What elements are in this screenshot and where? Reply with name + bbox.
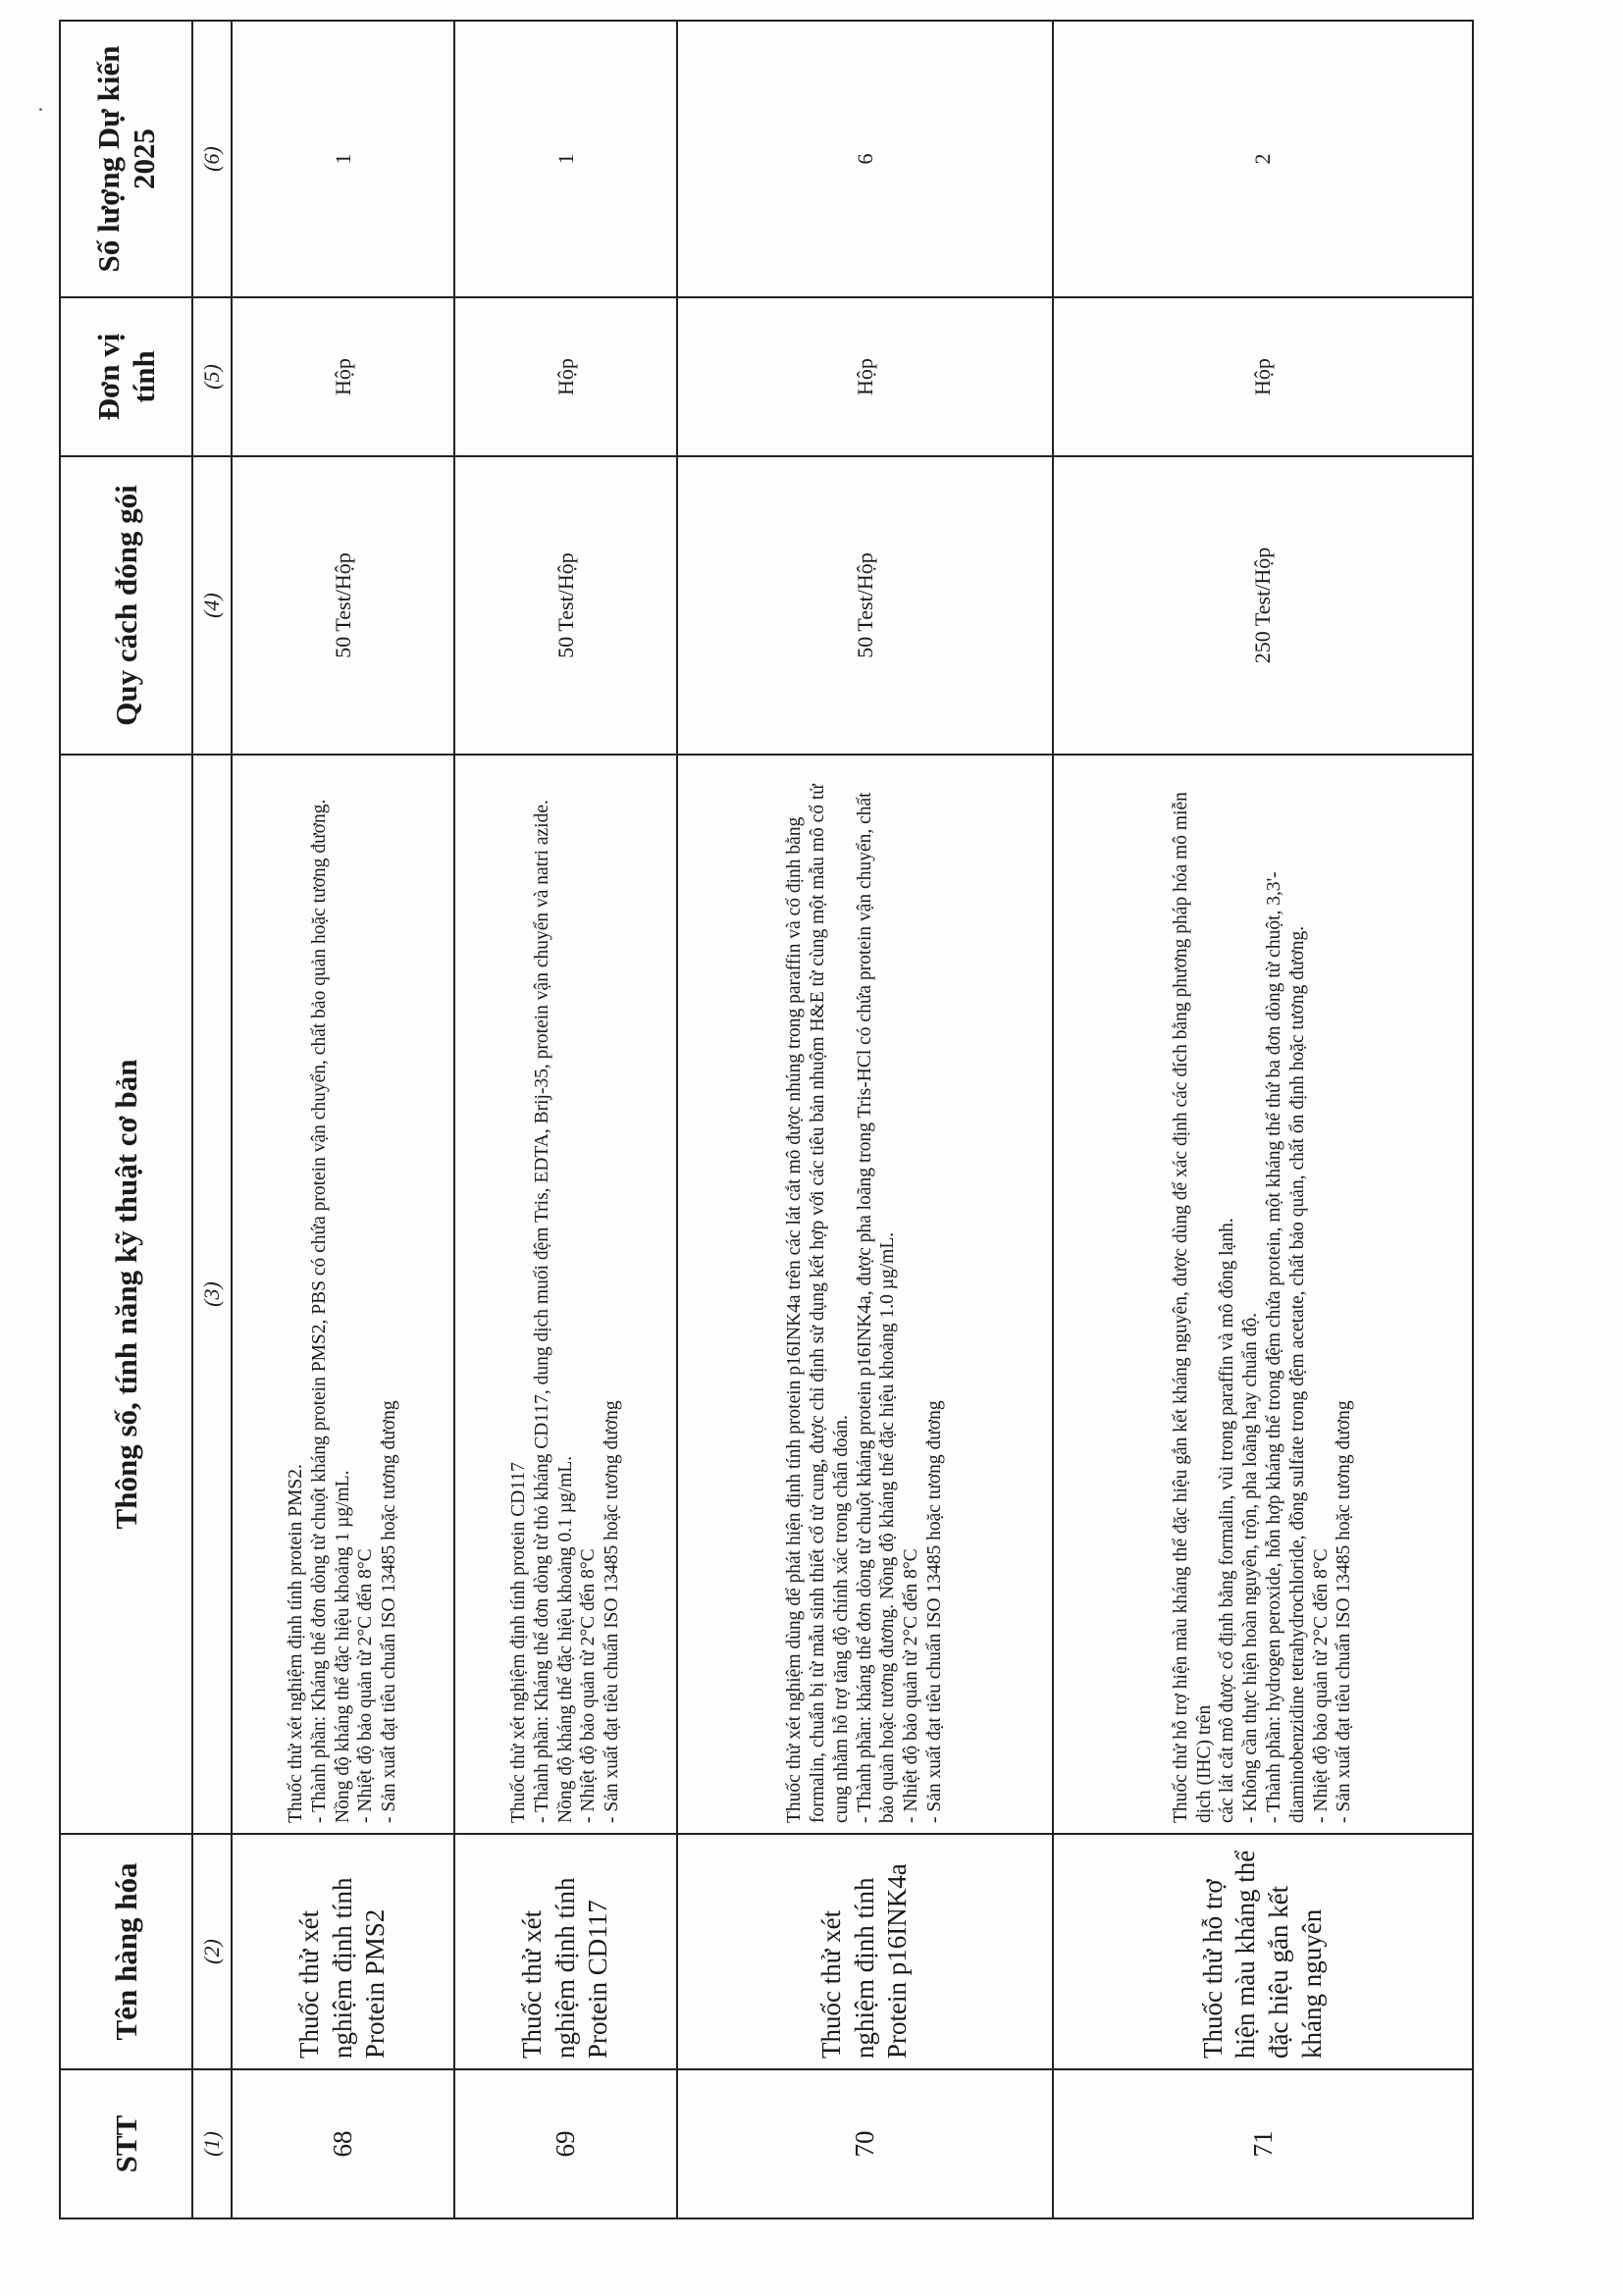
column-index: (2) [192,1834,232,2069]
spec-line: Thuốc thử xét nghiệm định tính protein CD117 [508,1462,530,1823]
table-row [232,21,454,2218]
column-index-row [192,21,232,2218]
row-packaging: 50 Test/Hộp [677,456,1053,755]
row-stt: 71 [1053,2069,1473,2218]
column-index: (6) [192,21,232,297]
row-stt: 68 [232,2069,454,2218]
spec-line: Thuốc thử hỗ trợ hiện màu kháng thể đặc hiệu gắn kết kháng nguyên, được dùng để xác định các đích bằng phương pháp hóa mô miễn dịch (IHC) trên [1170,792,1215,1823]
row-product-name: Thuốc thử xét nghiệm định tính Protein p16INK4a [677,1834,1053,2069]
spec-line: - Nhiệt độ bảo quản từ 2°C đến 8°C [578,1548,600,1823]
specification-table [59,20,1474,2219]
row-product-name: Thuốc thử xét nghiệm định tính Protein PMS2 [232,1834,454,2069]
row-product-name: Thuốc thử hỗ trợ hiện màu kháng thể đặc hiệu gắn kết kháng nguyên [1053,1834,1473,2069]
table-row [677,21,1053,2218]
row-packaging: 250 Test/Hộp [1053,456,1473,755]
row-quantity: 6 [677,21,1053,297]
spec-line: - Nhiệt độ bảo quản từ 2°C đến 8°C [901,1548,922,1823]
spec-line: các lát cắt mô được cố định bằng formalin, vùi trong paraffin và mô đông lạnh. [1217,1218,1238,1823]
spec-line: - Thành phần: Kháng thể đơn dòng từ chuột kháng protein PMS2, PBS có chứa protein vận chuyển, chất bảo quản hoặc tương đương. Nồng độ kháng thể đặc hiệu khoảng 1 µg/mL. [308,799,353,1823]
spec-line: - Sản xuất đạt tiêu chuẩn ISO 13485 hoặc tương đương [923,1400,945,1823]
header-name: Tên hàng hóa [60,1834,192,2069]
table-body [232,21,1473,2218]
row-quantity: 1 [232,21,454,297]
header-spec: Thông số, tính năng kỹ thuật cơ bản [60,755,192,1834]
row-product-name: Thuốc thử xét nghiệm định tính Protein CD117 [454,1834,677,2069]
row-unit: Hộp [677,297,1053,456]
column-index: (1) [192,2069,232,2218]
row-stt: 70 [677,2069,1053,2218]
row-packaging: 50 Test/Hộp [454,456,677,755]
spec-line: - Thành phần: hydrogen peroxide, hỗn hợp kháng thể trong đệm chứa protein, một kháng thể thứ ba đơn dòng từ chuột, 3,3'-diaminobenzidine tetrahydrochloride, đồng sulfate trong đệm acetate, chất bảo quản, chất ổn định hoặc tương đương. [1264,871,1308,1823]
row-quantity: 1 [454,21,677,297]
row-specification [232,755,454,1834]
column-index: (3) [192,755,232,1834]
spec-line: - Sản xuất đạt tiêu chuẩn ISO 13485 hoặc tương đương [602,1400,623,1823]
spec-line: - Thành phần: kháng thể đơn dòng từ chuột kháng protein p16INK4a, được pha loãng trong Tris-HCl có chứa protein vận chuyển, chất bảo quản hoặc tương đương. Nồng độ kháng thể đặc hiệu khoảng 1.0 µg/mL. [854,792,899,1823]
table-row [454,21,677,2218]
spec-line: - Sản xuất đạt tiêu chuẩn ISO 13485 hoặc tương đương [1334,1400,1355,1823]
row-specification [1053,755,1473,1834]
spec-line: - Nhiệt độ bảo quản từ 2°C đến 8°C [1310,1548,1332,1823]
row-stt: 69 [454,2069,677,2218]
row-quantity: 2 [1053,21,1473,297]
column-index: (4) [192,456,232,755]
header-packaging: Quy cách đóng gói [60,456,192,755]
spec-line: - Thành phần: Kháng thể đơn dòng từ thỏ kháng CD117, dung dịch muối đệm Tris, EDTA, Brij-35, protein vận chuyển và natri azide. Nồng độ kháng thể đặc hiệu khoảng 0.1 µg/mL. [531,800,576,1823]
row-packaging: 50 Test/Hộp [232,456,454,755]
row-unit: Hộp [1053,297,1473,456]
spec-line: - Không cần thực hiện hoàn nguyên, trộn, pha loãng hay chuẩn độ. [1240,1312,1262,1823]
header-row [60,21,192,2218]
spec-line: Thuốc thử xét nghiệm dùng để phát hiện định tính protein p16INK4a trên các lát cắt mô được nhúng trong paraffin và cố định bằng formalin, chuẩn bị từ mẫu sinh thiết cổ tử cung, được chỉ định sử dụng kết hợp với các tiêu bản nhuộm H&E từ cùng một mẫu mô cổ tử cung nhằm hỗ trợ tăng độ chính xác trong chẩn đoán. [784,784,852,1823]
rotated-table-wrapper [59,22,1472,2219]
row-specification [454,755,677,1834]
header-unit: Đơn vị tính [60,297,192,456]
scan-speck [39,108,42,111]
header-quantity: Số lượng Dự kiến 2025 [60,21,192,297]
column-index: (5) [192,297,232,456]
row-specification [677,755,1053,1834]
spec-line: Thuốc thử xét nghiệm định tính protein PMS2. [286,1464,307,1823]
header-stt: STT [60,2069,192,2218]
row-unit: Hộp [454,297,677,456]
spec-line: - Nhiệt độ bảo quản từ 2°C đến 8°C [355,1548,377,1823]
row-unit: Hộp [232,297,454,456]
spec-line: - Sản xuất đạt tiêu chuẩn ISO 13485 hoặc tương đương [379,1400,400,1823]
table-row [1053,21,1473,2218]
